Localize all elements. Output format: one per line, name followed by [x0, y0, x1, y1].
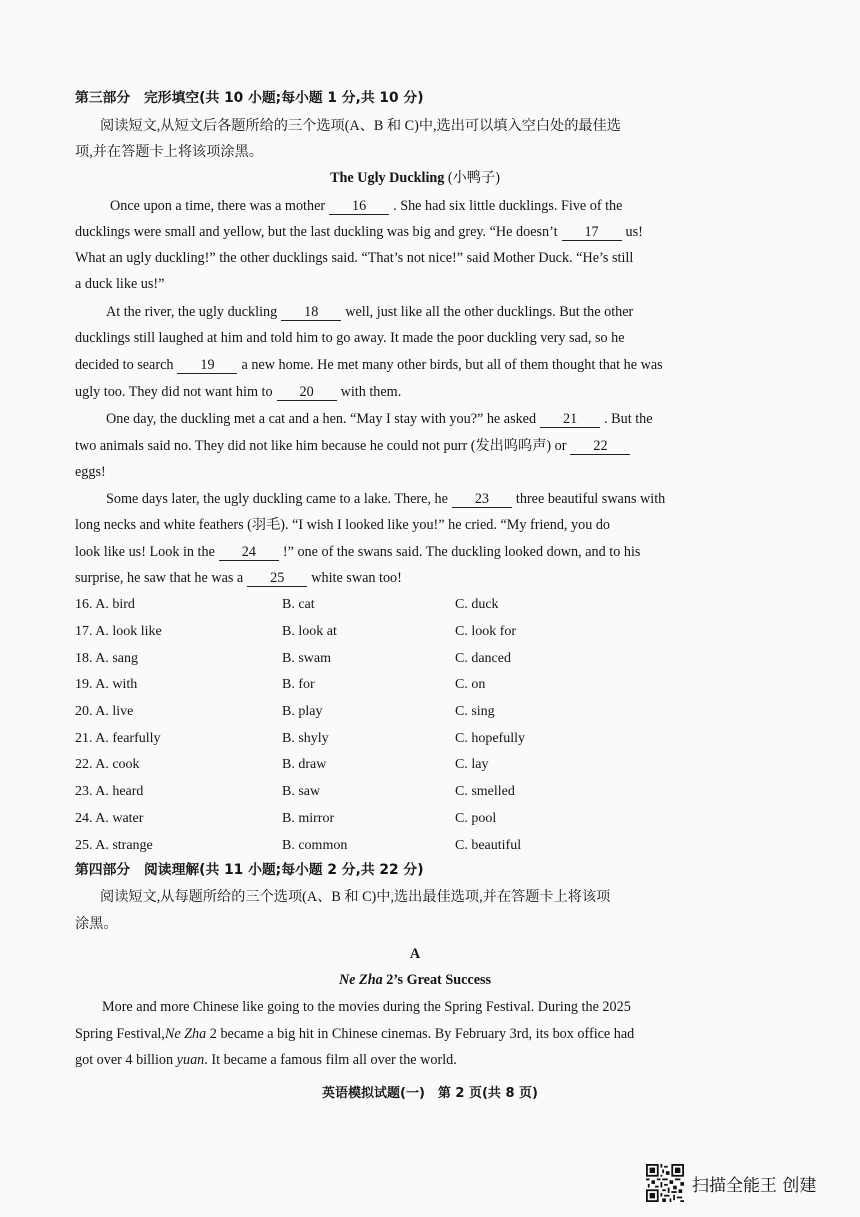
option-22-a: 22. A. cook — [75, 757, 140, 772]
reading-line1: More and more Chinese like going to the movies during the Spring Festival. During the 2025 — [102, 999, 631, 1015]
option-17-b: B. look at — [282, 624, 337, 639]
scanner-watermark — [646, 1164, 816, 1202]
p3-line3: eggs! — [75, 464, 106, 480]
option-21-c: C. hopefully — [455, 731, 525, 746]
text: look like us! Look in the — [75, 544, 215, 560]
blank-20: 20 — [277, 384, 337, 401]
option-20-b: B. play — [282, 704, 323, 719]
text: a new home. He met many other birds, but all of them thought that he was — [241, 357, 663, 373]
blank-21: 21 — [540, 411, 600, 428]
option-23-b: B. saw — [282, 784, 321, 799]
p4-line3 — [75, 542, 755, 562]
part4-instruction-line2: 涂黑。 — [75, 916, 118, 932]
part4-heading: 第四部分 阅读理解(共 11 小题;每小题 2 分,共 22 分) — [75, 862, 424, 878]
passage-title-cn: (小鸭子) — [447, 170, 500, 186]
passage-title-en: The Ugly Duckling — [330, 170, 445, 186]
option-18-b: B. swam — [282, 651, 331, 666]
option-19-c: C. on — [455, 677, 486, 692]
text: ugly too. They did not want him to — [75, 384, 273, 400]
text: got over 4 billion — [75, 1052, 177, 1068]
text-italic: yuan — [176, 1052, 205, 1068]
option-20-c: C. sing — [455, 704, 495, 719]
option-16-a: 16. A. bird — [75, 597, 135, 612]
option-22-b: B. draw — [282, 757, 327, 772]
text: ducklings were small and yellow, but the last duckling was big and grey. “He doesn’t — [75, 224, 558, 240]
blank-19: 19 — [177, 357, 237, 374]
option-25-c: C. beautiful — [455, 838, 522, 853]
p1-line2 — [75, 222, 755, 242]
p3-line1 — [106, 409, 755, 429]
part3-instruction-line1: 阅读短文,从短文后各题所给的三个选项(A、B 和 C)中,选出可以填入空白处的最佳选 — [100, 118, 621, 134]
blank-22: 22 — [570, 438, 630, 455]
text: One day, the duckling met a cat and a hen. “May I stay with you?” he asked — [106, 411, 537, 427]
p1-line1 — [110, 196, 755, 216]
p2-line4 — [75, 382, 755, 402]
text: surprise, he saw that he was a — [75, 570, 244, 586]
p1-line4: a duck like us!” — [75, 276, 165, 292]
option-16-b: B. cat — [282, 597, 315, 612]
option-23-a: 23. A. heard — [75, 784, 144, 799]
p2-line3 — [75, 355, 755, 375]
option-20-a: 20. A. live — [75, 704, 134, 719]
option-19-b: B. for — [282, 677, 315, 692]
option-18-a: 18. A. sang — [75, 651, 138, 666]
text: . It became a famous film all over the world. — [204, 1052, 457, 1068]
option-24-b: B. mirror — [282, 811, 335, 826]
p4-line1 — [106, 489, 755, 509]
text: !” one of the swans said. The duckling looked down, and to his — [282, 544, 641, 560]
reading-title-italic: Ne Zha — [338, 972, 383, 988]
option-21-a: 21. A. fearfully — [75, 731, 161, 746]
option-17-c: C. look for — [455, 624, 517, 639]
text: us! — [625, 224, 643, 240]
text: . But the — [604, 411, 653, 427]
p2-line1 — [106, 302, 755, 322]
option-24-c: C. pool — [455, 811, 497, 826]
p3-line2 — [75, 436, 755, 456]
text: with them. — [340, 384, 402, 400]
text: Spring Festival, — [75, 1026, 165, 1042]
p2-line2: ducklings still laughed at him and told him to go away. It made the poor duckling very sad, so he — [75, 330, 625, 346]
text: decided to search — [75, 357, 174, 373]
scanner-watermark-text: 扫描全能王 创建 — [692, 1175, 817, 1196]
reading-title — [75, 970, 755, 990]
text: white swan too! — [311, 570, 402, 586]
text: . She had six little ducklings. Five of the — [393, 198, 623, 214]
page-footer: 英语模拟试题(一) 第 2 页(共 8 页) — [322, 1086, 538, 1101]
blank-17: 17 — [562, 224, 622, 241]
reading-line2 — [75, 1024, 755, 1044]
option-19-a: 19. A. with — [75, 677, 138, 692]
text: 2 became a big hit in Chinese cinemas. By February 3rd, its box office had — [206, 1026, 635, 1042]
text: Once upon a time, there was a mother — [110, 198, 326, 214]
option-18-c: C. danced — [455, 651, 511, 666]
passage-title — [75, 168, 755, 188]
text: well, just like all the other ducklings. But the other — [345, 304, 634, 320]
text-italic: Ne Zha — [164, 1026, 207, 1042]
text: At the river, the ugly duckling — [106, 304, 278, 320]
option-17-a: 17. A. look like — [75, 624, 162, 639]
option-25-a: 25. A. strange — [75, 838, 153, 853]
part4-instruction-line1: 阅读短文,从每题所给的三个选项(A、B 和 C)中,选出最佳选项,并在答题卡上将该项 — [100, 889, 611, 905]
text: two animals said no. They did not like him because he could not purr (发出呜呜声) or — [75, 438, 567, 454]
blank-16: 16 — [329, 198, 389, 215]
blank-25: 25 — [247, 570, 307, 587]
blank-24: 24 — [219, 544, 279, 561]
qr-code-icon — [646, 1164, 684, 1202]
reading-title-rest: 2’s Great Success — [382, 972, 492, 988]
p4-line4 — [75, 568, 755, 588]
option-24-a: 24. A. water — [75, 811, 144, 826]
option-22-c: C. lay — [455, 757, 489, 772]
blank-18: 18 — [281, 304, 341, 321]
option-25-b: B. common — [282, 838, 348, 853]
p4-line2: long necks and white feathers (羽毛). “I wish I looked like you!” he cried. “My friend, you do — [75, 517, 611, 533]
text: three beautiful swans with — [515, 491, 666, 507]
option-21-b: B. shyly — [282, 731, 329, 746]
text: Some days later, the ugly duckling came to a lake. There, he — [106, 491, 448, 507]
section-letter: A — [409, 946, 421, 962]
reading-line3 — [75, 1050, 755, 1070]
option-23-c: C. smelled — [455, 784, 515, 799]
blank-23: 23 — [452, 491, 512, 508]
part3-instruction-line2: 项,并在答题卡上将该项涂黑。 — [75, 144, 263, 160]
option-16-c: C. duck — [455, 597, 499, 612]
p1-line3: What an ugly duckling!” the other ducklings said. “That’s not nice!” said Mother Duck. “He’s still — [75, 250, 634, 266]
part3-heading: 第三部分 完形填空(共 10 小题;每小题 1 分,共 10 分) — [75, 90, 424, 106]
